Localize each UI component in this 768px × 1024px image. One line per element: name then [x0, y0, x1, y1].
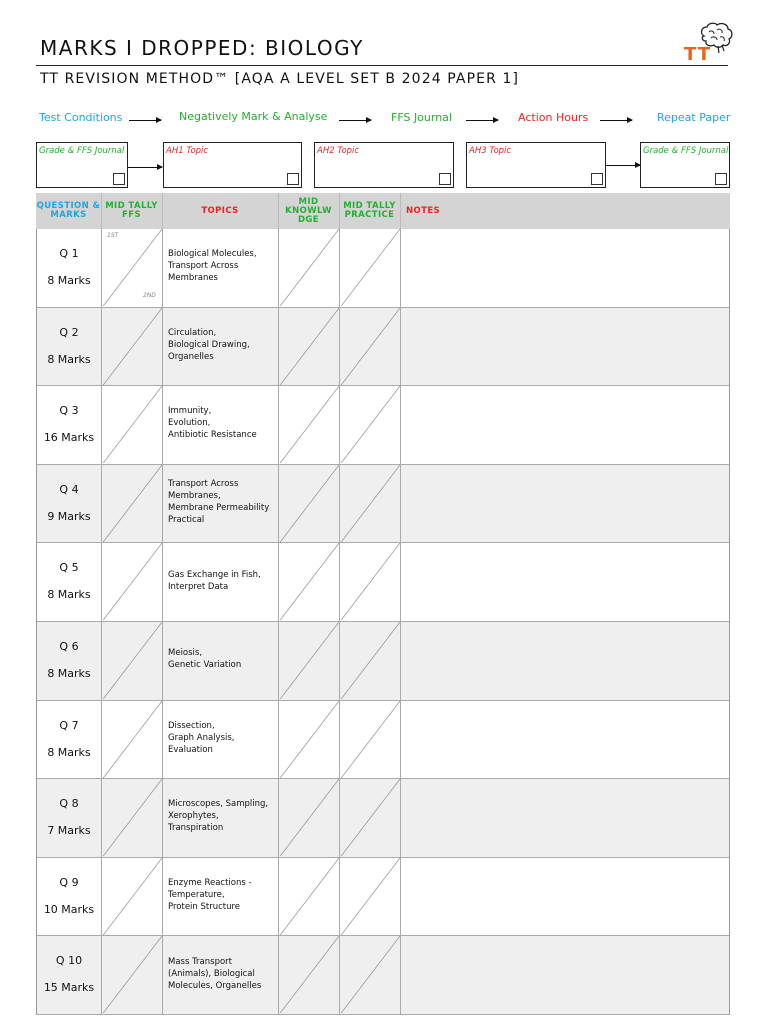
knowledge-cell[interactable]: [279, 465, 340, 542]
table-row: [37, 858, 729, 937]
topic-line: Xerophytes,: [168, 811, 219, 822]
topic-line: Interpret Data: [168, 581, 229, 592]
knowledge-cell[interactable]: [279, 701, 340, 778]
marks-table: [36, 229, 730, 1015]
table-row: [37, 386, 729, 465]
tally-ffs-cell[interactable]: [102, 779, 163, 856]
tally-divider: [279, 386, 339, 463]
step-test-conditions: Test Conditions: [39, 111, 123, 124]
topic-line: Circulation,: [168, 327, 217, 338]
tally-divider: [279, 229, 339, 306]
tally-divider: [279, 936, 339, 1013]
topic-line: Protein Structure: [168, 902, 241, 913]
tally-divider: [102, 386, 162, 463]
question-marks: 7 Marks: [47, 824, 91, 838]
question-number: Q 8: [59, 797, 79, 811]
table-row: [37, 543, 729, 622]
logo-text: TT: [684, 44, 711, 65]
box-ah2-topic[interactable]: [314, 142, 454, 188]
question-marks: 8 Marks: [47, 588, 91, 602]
question-number: Q 4: [59, 482, 79, 496]
topic-list: [168, 478, 278, 526]
arrow-icon: [600, 120, 632, 121]
topic-line: Membranes,: [168, 491, 221, 502]
notes-cell[interactable]: [401, 779, 729, 857]
tally-divider: [340, 779, 400, 856]
topic-line: Transport Across: [168, 479, 239, 490]
table-row: [37, 779, 729, 858]
tally-divider: [279, 465, 339, 542]
table-row: [37, 936, 729, 1015]
topic-line: Membranes: [168, 273, 218, 284]
tally-divider: [102, 701, 162, 778]
knowledge-cell[interactable]: [279, 386, 340, 463]
notes-cell[interactable]: [401, 543, 729, 621]
box-label: Grade & FFS Journal: [643, 146, 729, 156]
box-label: AH1 Topic: [166, 146, 209, 156]
checkbox[interactable]: [439, 173, 451, 185]
topic-line: Biological Drawing,: [168, 339, 250, 350]
topic-line: Temperature,: [168, 890, 225, 901]
page-subtitle: TT REVISION METHOD™ [AQA A LEVEL SET B 2024 PAPER 1]: [40, 71, 520, 87]
question-marks: 8 Marks: [47, 274, 91, 287]
tally-ffs-cell[interactable]: [102, 936, 163, 1013]
question-marks: 8 Marks: [47, 352, 91, 366]
tally-practice-cell[interactable]: [340, 622, 401, 699]
brain-icon: [698, 22, 734, 56]
arrow-icon: [466, 120, 498, 121]
question-number: Q 9: [59, 875, 79, 889]
checkbox[interactable]: [591, 173, 603, 185]
header-topics: TOPICS: [201, 205, 239, 216]
topic-list: [168, 405, 278, 441]
table-row: [37, 701, 729, 780]
tally-ffs-cell[interactable]: [102, 622, 163, 699]
topic-line: Antibiotic Resistance: [168, 430, 257, 441]
topic-line: Gas Exchange in Fish,: [168, 569, 261, 580]
arrow-icon: [606, 165, 640, 166]
header-question: QUESTION & MARKS: [36, 201, 101, 220]
table-header: [36, 193, 730, 229]
question-marks: 15 Marks: [43, 981, 95, 995]
notes-cell[interactable]: [401, 858, 729, 936]
tally-ffs-cell[interactable]: [102, 701, 163, 778]
header-mid-tally-practice: MID TALLY PRACTICE: [343, 201, 396, 220]
tally-divider: [340, 543, 400, 620]
topic-list: [168, 720, 278, 756]
topic-line: Microscopes, Sampling,: [168, 799, 269, 810]
topic-line: Molecules, Organelles: [168, 980, 262, 991]
tally-ffs-cell[interactable]: [102, 465, 163, 542]
knowledge-cell[interactable]: [279, 543, 340, 620]
topic-line: Evaluation: [168, 744, 213, 755]
box-grade-ffs-end[interactable]: [640, 142, 730, 188]
box-grade-ffs-start[interactable]: [36, 142, 128, 188]
topic-line: Mass Transport: [168, 956, 232, 967]
table-row: [37, 229, 729, 308]
knowledge-cell[interactable]: [279, 779, 340, 856]
topic-line: Graph Analysis,: [168, 732, 235, 743]
tally-divider: [279, 858, 339, 935]
tally-divider: [340, 701, 400, 778]
box-label: AH3 Topic: [469, 146, 512, 156]
knowledge-cell[interactable]: [279, 229, 340, 306]
box-label: Grade & FFS Journal: [39, 146, 125, 156]
knowledge-cell[interactable]: [279, 858, 340, 935]
arrow-icon: [129, 120, 161, 121]
tally-divider: [279, 622, 339, 699]
topic-list: [168, 798, 278, 834]
topic-line: Transport Across: [168, 261, 239, 272]
tally-practice-cell[interactable]: [340, 386, 401, 463]
table-row: [37, 308, 729, 387]
question-marks: 16 Marks: [43, 431, 95, 445]
topic-line: Biological Molecules,: [168, 249, 257, 260]
topic-line: (Animals), Biological: [168, 968, 255, 979]
tally-divider: [340, 465, 400, 542]
tally-divider: [340, 936, 400, 1013]
logo: [684, 22, 736, 66]
tally-practice-cell[interactable]: [340, 936, 401, 1013]
question-number: Q 7: [59, 718, 79, 732]
topic-line: Practical: [168, 515, 205, 526]
notes-cell[interactable]: [401, 936, 729, 1014]
tally-practice-cell[interactable]: [340, 465, 401, 542]
tally-divider: [340, 622, 400, 699]
tally-practice-cell[interactable]: [340, 308, 401, 385]
topic-line: Meiosis,: [168, 648, 203, 659]
topic-line: Genetic Variation: [168, 660, 242, 671]
question-number: Q 2: [59, 325, 79, 339]
box-ah1-topic[interactable]: [163, 142, 302, 188]
question-number: Q 6: [59, 640, 79, 653]
topic-list: [168, 327, 278, 363]
tally-ffs-cell[interactable]: [102, 386, 163, 463]
header-mid-knowledge: MID KNOWLW DGE: [285, 196, 332, 225]
second-attempt-label: 2ND: [143, 292, 156, 299]
tally-practice-cell[interactable]: [340, 779, 401, 856]
topic-list: [168, 956, 278, 992]
tally-divider: [279, 701, 339, 778]
first-attempt-label: 1ST: [107, 232, 119, 239]
header-notes: NOTES: [406, 205, 441, 216]
tally-divider: [102, 622, 162, 699]
topic-list: [168, 877, 278, 913]
notes-cell[interactable]: [401, 622, 729, 700]
topic-line: Transpiration: [168, 823, 224, 834]
tally-ffs-cell[interactable]: [102, 543, 163, 620]
tally-ffs-cell[interactable]: [102, 858, 163, 935]
knowledge-cell[interactable]: [279, 622, 340, 699]
topic-line: Immunity,: [168, 406, 212, 417]
question-marks: 8 Marks: [47, 667, 91, 680]
page-title: MARKS I DROPPED: BIOLOGY: [40, 36, 364, 60]
tally-divider: [340, 386, 400, 463]
tally-divider: [102, 308, 162, 385]
checkbox[interactable]: [113, 173, 125, 185]
tally-divider: [102, 543, 162, 620]
notes-cell[interactable]: [401, 308, 729, 386]
tally-divider: [102, 936, 162, 1013]
tally-practice-cell[interactable]: [340, 543, 401, 620]
step-repeat-paper: Repeat Paper: [657, 111, 731, 124]
tally-divider: [102, 858, 162, 935]
header-rule: [36, 65, 728, 66]
tally-divider: [102, 465, 162, 542]
tally-divider: [340, 858, 400, 935]
question-marks: 9 Marks: [47, 509, 91, 523]
notes-cell[interactable]: [401, 386, 729, 464]
question-number: Q 1: [59, 247, 79, 260]
header-mid-tally-ffs: MID TALLY FFS: [105, 201, 158, 220]
tally-divider: [279, 779, 339, 856]
arrow-icon: [339, 120, 371, 121]
knowledge-cell[interactable]: [279, 308, 340, 385]
topic-line: Organelles: [168, 351, 214, 362]
topic-list: [168, 248, 278, 284]
tally-practice-cell[interactable]: [340, 701, 401, 778]
box-ah3-topic[interactable]: [466, 142, 606, 188]
tally-divider: [279, 308, 339, 385]
topic-line: Evolution,: [168, 418, 211, 429]
tally-ffs-cell[interactable]: [102, 308, 163, 385]
topic-line: Dissection,: [168, 720, 215, 731]
checkbox[interactable]: [287, 173, 299, 185]
tally-divider: [340, 308, 400, 385]
question-marks: 8 Marks: [47, 745, 91, 759]
question-marks: 10 Marks: [43, 902, 95, 916]
question-number: Q 3: [59, 404, 79, 418]
tally-divider: [279, 543, 339, 620]
tally-practice-cell[interactable]: [340, 229, 401, 306]
topic-line: Enzyme Reactions -: [168, 878, 252, 889]
notes-cell[interactable]: [401, 701, 729, 779]
tally-divider: [340, 229, 400, 306]
arrow-icon: [128, 167, 162, 168]
step-negatively-mark: Negatively Mark & Analyse: [179, 110, 328, 123]
step-action-hours: Action Hours: [518, 111, 589, 124]
notes-cell[interactable]: [401, 229, 729, 307]
tally-divider: [102, 779, 162, 856]
table-row: [37, 622, 729, 701]
step-ffs-journal: FFS Journal: [391, 111, 452, 124]
knowledge-cell[interactable]: [279, 936, 340, 1013]
topic-line: Membrane Permeability: [168, 503, 270, 514]
tally-practice-cell[interactable]: [340, 858, 401, 935]
table-row: [37, 465, 729, 544]
question-number: Q 5: [59, 561, 79, 575]
question-number: Q 10: [55, 954, 83, 968]
topic-list: [168, 569, 278, 593]
topic-list: [168, 647, 278, 671]
box-label: AH2 Topic: [317, 146, 360, 156]
checkbox[interactable]: [715, 173, 727, 185]
notes-cell[interactable]: [401, 465, 729, 543]
